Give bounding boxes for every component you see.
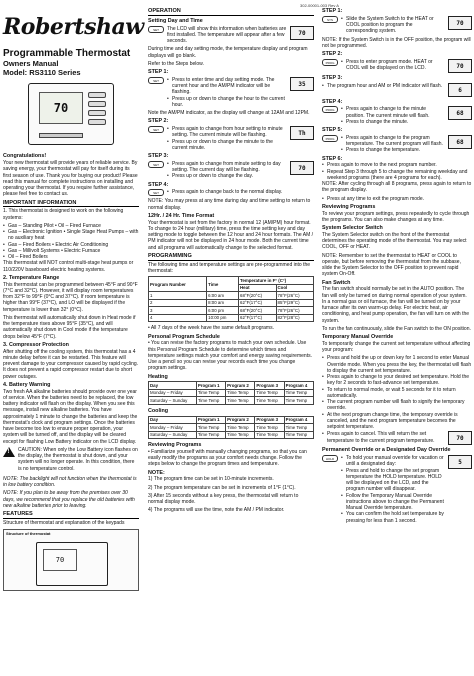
lcd-icon: 70 (290, 161, 314, 175)
table-row (149, 424, 314, 432)
note-ampm: Note the AM/PM indicator, as the display will change at 12AM and 12PM. (148, 110, 310, 117)
table-cell: 82°F(28°C) (276, 314, 314, 322)
set-button-icon: SET (148, 77, 164, 84)
right-step4-heading: STEP 4: (322, 98, 343, 105)
personal-heading: Personal Program Schedule (148, 333, 220, 340)
mid-step2-heading: STEP 2: (148, 118, 169, 125)
table-header: Program 4 (284, 416, 313, 424)
list-item: • Press to change the temperature. (341, 147, 445, 153)
lcd-icon: 70 (448, 16, 472, 30)
right-step2-row (322, 59, 472, 73)
table-cell: Time Temp (255, 397, 284, 405)
middle-column (148, 6, 314, 516)
table-cell: Time Temp (284, 424, 313, 432)
list-item: • To hold your manual override for vacation or until a designated day: (341, 455, 445, 468)
list-item: • Gas – Standing Pilot • Oil – Fired Furnace (3, 223, 139, 229)
right-step6-heading: STEP 6: (322, 155, 343, 162)
note-item: 4) The programs will use the time, note the AM / PM indicator. (148, 507, 285, 514)
mid-step2-row (148, 126, 314, 151)
table-cell: 78°F(26°C) (276, 307, 314, 315)
table-cell: Saturday – Sunday (149, 397, 197, 405)
list-item: • Gas – Fired Boilers • Electric Air Conditioning (3, 242, 139, 248)
list-item: • Follow the Temporary Manual Override instructions above to change the Permanent Manual Override temperature. (341, 493, 445, 512)
lcd-icon: 6 (448, 83, 472, 97)
table-cell: Saturday – Sunday (149, 431, 197, 439)
compressor-heading: 3. Compressor Protection (3, 341, 69, 348)
table-cell: Time Temp (196, 424, 225, 432)
hold-button-icon: HOLD (322, 455, 338, 462)
fan-switch-text-2: To run the fan continuously, slide the Fan switch to the ON position. (322, 325, 471, 332)
set-button-icon: SET (148, 189, 164, 196)
list-item: • The current program number will flash to signify the temporary override. (322, 399, 472, 412)
list-item: • You can confirm the hold set temperature by pressing for less than 1 second. (341, 511, 445, 524)
list-item: • To return to normal mode, or wait 5 seconds for it to return automatically. (322, 387, 472, 400)
switch-icon: SYS (322, 16, 338, 23)
right-step5-row (322, 135, 472, 154)
table-row (149, 397, 314, 405)
list-item: • Press to change the minute. (341, 119, 445, 125)
table-cell: 6:00 am (207, 292, 239, 300)
lcd-note-row (148, 26, 314, 45)
table-row (149, 314, 314, 322)
mid-step1-heading: STEP 1: (148, 69, 169, 76)
lcd-icon: 70 (448, 431, 472, 445)
table-cell: Time Temp (196, 389, 225, 397)
diagram-thermostat (36, 542, 108, 586)
table-header: Day (149, 416, 197, 424)
mid-step3-row (148, 161, 314, 180)
diagram-title: Structure of thermostat (6, 531, 51, 537)
table-cell: 10:00 pm (207, 314, 239, 322)
system-switch-heading: System Selector Switch (322, 225, 383, 231)
thermostat-switch (39, 133, 83, 138)
caution-box (3, 447, 139, 474)
left-column (3, 6, 144, 591)
table-header: Program 4 (284, 382, 313, 390)
fan-switch-heading: Fan Switch (322, 279, 351, 286)
list-item: • Gas – Electronic Ignition • Single Stage Heat Pumps – with no auxiliary heat (3, 229, 139, 242)
brand-logo: Robertshaw (3, 14, 144, 40)
list-item: • Press again to change to the program temperature. The current program will flash. (341, 135, 445, 148)
heating-schedule-table (148, 381, 314, 405)
cooling-schedule-table (148, 416, 314, 440)
table-cell: Time Temp (226, 389, 255, 397)
owners-manual-label: Owners Manual (3, 59, 59, 68)
notes-heading: NOTE: (148, 469, 165, 476)
table-cell: 68°F(20°C) (239, 292, 276, 300)
table-cell: Time Temp (284, 397, 313, 405)
table-cell: 68°F(20°C) (239, 307, 276, 315)
model-label: Model: RS3110 Series (3, 67, 81, 77)
override-list (322, 355, 472, 430)
temp-range-text-2: This thermostat will automatically shut down in Heat mode if the temperature rises above 95°F (35°C), and will automatically shut down in Cool mode if the temperature drops below 45°F (7°C). (3, 314, 136, 340)
table-header: Program 3 (255, 382, 284, 390)
programming-heading: PROGRAMMING (148, 253, 314, 261)
refer-steps-text: Refer to the Steps below. (148, 60, 204, 67)
list-item: • Press to enter time and day setting mode. The current hour and the AM/PM indicator will be flashing. (167, 77, 287, 96)
table-cell: 4 (149, 314, 207, 322)
note-item: 3) After 15 seconds without a key press, the thermostat will return to normal display mode. (148, 492, 299, 506)
table-header: Day (149, 382, 197, 390)
personal-text: • You can revise the factory programs to match your own schedule. Use this Personal Program Schedule to determine which times and temperature settings match your comfort and energy saving requirements. Use a pencil so you can revise your records each time you change program settings. (148, 340, 312, 372)
system-switch-note: NOTE: Remember to set the thermostat to HEAT or COOL to operate, but before removing the thermostat from the subbase, slide the System Selector to the OFF position to prevent rapid system On-Off. (322, 252, 461, 278)
table-header: Program 2 (226, 382, 255, 390)
right-column (322, 6, 472, 526)
battery-heading: 4. Battery Warning (3, 381, 51, 388)
list-item: • Slide the System Switch to the HEAT or COOL position to program the corresponding system. (341, 16, 445, 35)
not-control-text: This thermostat will NOT control multi-stage heat pumps or 110/220V baseboard electric heating systems. (3, 260, 134, 273)
setting-day-time-heading: Setting Day and Time (148, 17, 203, 24)
set-button-icon: SET (148, 126, 164, 133)
table-row (149, 389, 314, 397)
table-row (149, 292, 314, 300)
program-table (148, 276, 314, 322)
lcd-icon: 35 (290, 77, 314, 91)
right-step3-heading: STEP 3: (322, 74, 343, 81)
mid-reviewing-heading: Reviewing Programs (148, 442, 202, 449)
list-item: • Press up or down to change the hour to the current hour. (167, 96, 287, 109)
right-step6-note: NOTE: After cycling through all 8 programs, press again to return to the program display. (322, 181, 472, 194)
permanent-row (322, 455, 472, 524)
prog-button-icon: PROG (322, 106, 338, 113)
table-row (149, 431, 314, 439)
mid-step1-row (148, 77, 314, 108)
list-item: • Press again to change to the minute position. The current minute will flash. (341, 106, 445, 119)
mid-step3-heading: STEP 3: (148, 153, 169, 160)
format-heading: 12Hr. / 24 Hr. Time Format (148, 212, 215, 219)
mid-reviewing-text: • Familiarize yourself with manually changing programs, so that you can easily modify the programs as your comfort needs change. Follow the steps below to change the program times and temperature. (148, 448, 307, 468)
table-cell: Monday – Friday (149, 389, 197, 397)
cooling-heading: Cooling (148, 407, 169, 414)
note-away: NOTE: If you plan to be away from the premises over 30 days, we recommend that you replace the old batteries with new alkaline batteries prior to leaving. (3, 490, 135, 509)
lcd-note: The LCD will show this information when batteries are first installed. The temperature will appear after a few seconds. (167, 25, 287, 45)
table-cell: Time Temp (196, 397, 225, 405)
table-cell: 62°F(17°C) (239, 299, 276, 307)
thermostat-illustration (28, 83, 114, 145)
right-step1-note: NOTE: If the System Switch is in the OFF position, the program will not be programmed. (322, 36, 471, 49)
list-item: • Press up or down to change the minute to the current minute. (167, 139, 287, 152)
important-heading: IMPORTANT INFORMATION (3, 200, 139, 208)
list-item: • Repeat Step 3 through 5 to change the remaining weekday and weekend programs (there are 4 programs for each). (322, 169, 472, 182)
table-cell: 62°F(17°C) (239, 314, 276, 322)
right-step5-heading: STEP 5: (322, 127, 343, 133)
table-row (149, 307, 314, 315)
list-item: • Press again to cancel. This will return the set temperature to the current program temperature. (322, 431, 445, 444)
right-step6-list (322, 162, 472, 181)
prog-button-icon: PROG (322, 135, 338, 142)
table-cell: Time Temp (255, 389, 284, 397)
temp-range-heading: 2. Temperature Range (3, 274, 60, 281)
right-step1-heading: STEP 1: (322, 8, 343, 14)
thermostat-keys (88, 92, 106, 128)
table-cell: Time Temp (226, 424, 255, 432)
table-cell: Time Temp (284, 431, 313, 439)
lcd-icon: 70 (290, 26, 314, 40)
list-item: • Press at any time to exit the program mode. (322, 196, 472, 202)
lcd-icon: 68 (448, 135, 472, 149)
right-step1-row (322, 16, 472, 35)
list-item: • Press again to change from hour setting to minute setting. The current minute will be flashing. (167, 126, 287, 139)
features-text: Structure of thermostat and explanation of the keypads (3, 520, 125, 527)
table-header: Heat (239, 284, 276, 292)
warning-icon: ! (3, 447, 15, 457)
product-title: Programmable Thermostat (3, 47, 131, 59)
override-heading: Temporary Manual Override (322, 334, 394, 340)
compressor-text: After shutting off the cooling system, this thermostat has a 4 minute delay before it can be restarted. This feature will prevent damage to your compressor caused by rapid cycling. It does not prevent a rapid compressor restart due to short power outages. (3, 348, 139, 380)
heating-heading: Heating (148, 373, 168, 380)
list-item: • Press again to change from minute setting to day setting. The current day will be flashing. (167, 161, 287, 174)
table-header: Temperature in F° (C°) (239, 277, 314, 285)
table-header: Program Number (149, 277, 207, 292)
time-button-icon: SET (148, 26, 164, 33)
temp-range-text: This thermostat can be programmed between 45°F and 90°F (7°C and 32°C). However, it will display room temperatures from 32°F to 99°F (0°C and 37°C). If room temperature is higher than 99°F (37°C), and LO will be displayed if the temperature is lower than 32° (0°C). (3, 281, 138, 313)
lcd-icon: Th (290, 126, 314, 140)
fan-switch-text: The fan switch should normally be set in the AUTO position. The fan will only be turned on during normal operation of your system. In a normal gas or oil furnace, the fan will be turned on by your furnace after its own warm-up delay. For electric heat, air conditioning, and heat pump operation, the fan will turn on with the system. (322, 286, 470, 324)
structure-diagram (3, 529, 139, 591)
list-item: • Press and hold to change the set program temperature the HOLD temperature. HOLD will be displayed on the LCD, and the program number will disappear. (341, 468, 445, 493)
note-item: 2) The program temperature can be set in increments of 1°F (1°C). (148, 484, 296, 491)
congrats-text: Your new thermostat will provide years of reliable service. By saving energy, your thermostat will pay for itself during its first season of use. Thank you for buying our product! Please read this manual for complete instructions on installing and operating your thermostat. If you require further assistance, please feel free to contact us. (3, 160, 138, 198)
table-header: Time (207, 277, 239, 292)
important-item-1: 1. This thermostat is designed to work on the following systems: (3, 208, 124, 221)
programming-text: The following time and temperature settings are pre-programmed into the thermostat: (148, 261, 311, 275)
table-row (149, 299, 314, 307)
doc-number: 302-00001-003 Rev A (300, 3, 339, 8)
table-header: Program 1 (196, 416, 225, 424)
table-cell: 2 (149, 299, 207, 307)
table-cell: 78°F(26°C) (276, 292, 314, 300)
right-step3-row (322, 83, 472, 97)
table-cell: Time Temp (226, 397, 255, 405)
note-backlight: NOTE: The backlight will not function when the thermostat is in low battery condition. (3, 475, 137, 489)
mid-step4-row (148, 189, 314, 196)
list-item: • Press up or down to change the day. (167, 173, 287, 179)
override-cancel-row (322, 431, 472, 445)
lcd-icon: 68 (448, 106, 472, 120)
right-reviewing-text: To review your program settings, press repeatedly to cycle through the programs. You can also make changes at any time. (322, 210, 470, 223)
mid-step4-heading: STEP 4: (148, 181, 169, 188)
during-setting-text: During time and day setting mode, the temperature display and program displays will go blank. (148, 46, 308, 59)
list-item: • At the next program change time, the temporary override is canceled, and the next program temperature becomes the setpoint temperature. (322, 412, 472, 431)
list-item: • Press to enter program mode. HEAT or COOL will be displayed on the LCD. (341, 59, 445, 72)
permanent-heading: Permanent Override or a Designated Day Override (322, 447, 451, 454)
override-text: To temporarily change the current set temperature without affecting your program: (322, 340, 471, 353)
table-cell: Time Temp (255, 424, 284, 432)
list-item: • The program hour and AM or PM indicator will flash. (322, 83, 445, 89)
table-cell: Time Temp (284, 389, 313, 397)
note-anytime: NOTE: You may press at any time during day and time setting to return to normal display. (148, 198, 311, 211)
caution-text: CAUTION: When only the Low Battery icon flashes on the display, the thermostat is shut down, and your system will no longer operate. In this condition, there is no temperature control. (18, 446, 138, 472)
list-item: • Press again to change to your desired set temperature. Hold the key for 2 seconds to fast-advance set temperature. (322, 374, 472, 387)
features-heading: FEATURES (3, 511, 139, 519)
system-switch-text: The System Selector switch on the front of the thermostat determines the operating mode of the thermostat. You may select COOL, OFF or HEAT. (322, 231, 467, 251)
operation-heading: OPERATION (148, 8, 314, 16)
list-item: • Press again to move to the next program number. (322, 162, 472, 168)
prog-button-icon: PROG (322, 59, 338, 66)
table-cell: Time Temp (255, 431, 284, 439)
table-cell: Monday – Friday (149, 424, 197, 432)
list-item: • Press again to change back to the normal display. (167, 189, 314, 195)
thermostat-lcd: 70 (39, 92, 83, 124)
list-item: • Gas – Millivolt Systems • Electric Furnace (3, 248, 139, 254)
lcd-icon: 70 (448, 59, 472, 73)
table-cell: 3 (149, 307, 207, 315)
table-header: Program 1 (196, 382, 225, 390)
table-cell: Time Temp (226, 431, 255, 439)
table-cell: Time Temp (196, 431, 225, 439)
list-item: • Press and hold the up or down key for 1 second to enter Manual Override mode. When you press the key, the thermostat will flash to display the current set temperature. (322, 355, 472, 374)
lcd-icon: 5 (448, 455, 472, 469)
right-step2-heading: STEP 2: (322, 51, 343, 57)
table-header: Cool (276, 284, 314, 292)
list-item: • Oil – Fired Boilers (3, 254, 139, 260)
table-cell: 85°F(29°C) (276, 299, 314, 307)
table-cell: 1 (149, 292, 207, 300)
right-step4-row (322, 106, 472, 125)
table-header: Program 2 (226, 416, 255, 424)
table-header: Program 3 (255, 416, 284, 424)
diagram-lcd: 70 (43, 549, 77, 571)
right-reviewing-heading: Reviewing Programs (322, 203, 376, 210)
congrats-heading: Congratulations! (3, 153, 47, 160)
table-cell: 8:00 am (207, 299, 239, 307)
table-cell: 6:00 pm (207, 307, 239, 315)
note-item: 1) The program time can be set in 10-minute increments. (148, 476, 274, 483)
systems-list (3, 223, 139, 261)
all-seven-days: • All 7 days of the week have the same default programs. (148, 325, 274, 332)
battery-text: Two fresh AA alkaline batteries should provide over one year of service. When the batteries need to be replaced, the low battery indicator will flash on the display. When you see this message, install new alkaline batteries. You have approximately 1 minute to change the batteries and keep the thermostat's clock and program settings. Once the batteries have become too low to ensure proper operation, your system will be turned off, and the display will be cleared except for flashing Low Battery indicator on the LCD display. (3, 388, 138, 445)
format-text: Your thermostat is set from the factory in normal 12 (AM/PM) hour format. To change to 24 hour (military) time, press the time setting key and day setting mode to toggle between the 12 hour and 24 hour formats. The AM / PM indicator will not be displayed in 24 hour mode. Both the current time and all programs will automatically change to the selected format. (148, 219, 314, 251)
set-button-icon: SET (148, 161, 164, 168)
